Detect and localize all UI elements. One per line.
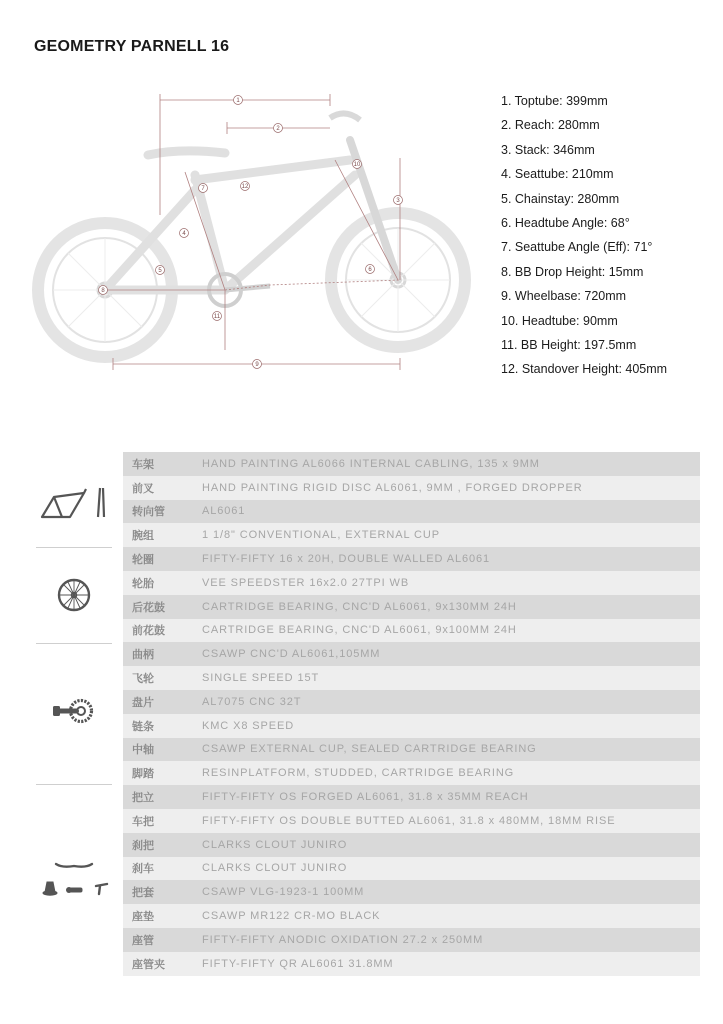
- callout-4: [180, 229, 189, 238]
- callout-12: [241, 182, 250, 191]
- spec-value: 1 1/8" CONVENTIONAL, EXTERNAL CUP: [202, 529, 440, 542]
- spec-row: [123, 690, 700, 714]
- geometry-item: 8. BB Drop Height: 15mm: [501, 264, 644, 279]
- svg-text:7: 7: [201, 186, 205, 192]
- spec-value: CSAWP VLG-1923-1 100MM: [202, 886, 365, 899]
- spec-label: 刹把: [132, 838, 154, 852]
- spec-label: 脚踏: [132, 767, 154, 781]
- spec-value: FIFTY-FIFTY QR AL6061 31.8MM: [202, 957, 394, 970]
- spec-value: CARTRIDGE BEARING, CNC'D AL6061, 9x100MM 24H: [202, 624, 517, 637]
- callout-5: [156, 266, 165, 275]
- geometry-item: 12. Standover Height: 405mm: [501, 362, 668, 377]
- svg-text:11: 11: [213, 314, 221, 320]
- frame-fork-icon: [40, 486, 108, 520]
- spec-value: CSAWP EXTERNAL CUP, SEALED CARTRIDGE BEARING: [202, 743, 537, 756]
- spec-row: [123, 642, 700, 666]
- spec-label: 中轴: [132, 743, 154, 757]
- geometry-item: 4. Seattube: 210mm: [501, 167, 614, 182]
- spec-value: FIFTY-FIFTY 16 x 20H, DOUBLE WALLED AL6061: [202, 553, 491, 566]
- callout-3: [394, 196, 403, 205]
- callout-9: [253, 360, 262, 369]
- spec-label: 转向管: [132, 505, 165, 519]
- page-title: GEOMETRY PARNELL 16: [34, 38, 230, 55]
- geometry-list: [501, 89, 667, 382]
- spec-row: [123, 904, 700, 928]
- separator: [36, 643, 112, 644]
- svg-text:9: 9: [255, 362, 259, 368]
- spec-row: [123, 809, 700, 833]
- spec-label: 把套: [132, 886, 154, 900]
- geometry-item: 5. Chainstay: 280mm: [501, 191, 620, 206]
- geometry-item: 2. Reach: 280mm: [501, 118, 600, 133]
- spec-value: FIFTY-FIFTY OS DOUBLE BUTTED AL6061, 31.8 x 480MM, 18MM RISE: [202, 814, 616, 827]
- spec-label: 腕组: [132, 529, 154, 543]
- spec-row: [123, 619, 700, 643]
- spec-label: 前花鼓: [132, 624, 165, 638]
- geometry-item: 6. Headtube Angle: 68°: [501, 215, 630, 230]
- spec-table: [123, 452, 700, 976]
- spec-row: [123, 738, 700, 762]
- spec-row: [123, 928, 700, 952]
- spec-row: [123, 714, 700, 738]
- svg-text:2: 2: [276, 126, 280, 132]
- svg-text:1: 1: [236, 98, 240, 104]
- callout-6: [366, 265, 375, 274]
- spec-value: HAND PAINTING RIGID DISC AL6061, 9MM , FORGED DROPPER: [202, 481, 583, 494]
- svg-text:3: 3: [396, 198, 400, 204]
- bike-illustration: [38, 113, 465, 357]
- geometry-item: 10. Headtube: 90mm: [501, 313, 618, 328]
- spec-value: CARTRIDGE BEARING, CNC'D AL6061, 9x130MM 24H: [202, 600, 517, 613]
- spec-label: 曲柄: [132, 648, 154, 662]
- spec-row: [123, 833, 700, 857]
- spec-label: 轮胎: [132, 576, 154, 590]
- spec-value: AL6061: [202, 505, 246, 518]
- spec-value: SINGLE SPEED 15T: [202, 672, 320, 685]
- spec-row: [123, 595, 700, 619]
- spec-row: [123, 952, 700, 976]
- spec-value: KMC X8 SPEED: [202, 719, 295, 732]
- spec-row: [123, 785, 700, 809]
- spec-value: AL7075 CNC 32T: [202, 695, 302, 708]
- spec-row: [123, 857, 700, 881]
- spec-row: [123, 500, 700, 524]
- spec-label: 座垫: [132, 910, 154, 924]
- svg-text:5: 5: [158, 268, 162, 274]
- spec-row: [123, 880, 700, 904]
- spec-label: 车把: [132, 814, 154, 828]
- separator: [36, 784, 112, 785]
- spec-value: HAND PAINTING AL6066 INTERNAL CABLING, 135 x 9MM: [202, 457, 540, 470]
- callout-2: [274, 124, 283, 133]
- geometry-item: 11. BB Height: 197.5mm: [501, 337, 637, 352]
- separator: [36, 547, 112, 548]
- spec-row: [123, 571, 700, 595]
- spec-label: 盘片: [132, 695, 154, 709]
- spec-row: [123, 547, 700, 571]
- spec-label: 飞轮: [132, 672, 154, 686]
- spec-label: 后花鼓: [132, 600, 165, 614]
- svg-text:6: 6: [368, 267, 372, 273]
- spec-value: VEE SPEEDSTER 16x2.0 27TPI WB: [202, 576, 410, 589]
- spec-label: 座管: [132, 933, 154, 947]
- spec-value: CLARKS CLOUT JUNIRO: [202, 838, 348, 851]
- callout-1: [234, 96, 243, 105]
- wheel-icon: [57, 578, 91, 612]
- spec-row: [123, 523, 700, 547]
- svg-text:4: 4: [182, 231, 186, 237]
- spec-value: CSAWP CNC'D AL6061,105MM: [202, 648, 381, 661]
- callout-8: [99, 286, 108, 295]
- callout-10: [353, 160, 362, 169]
- spec-row: [123, 761, 700, 785]
- spec-label: 车架: [132, 457, 154, 471]
- callout-7: [199, 184, 208, 193]
- svg-text:10: 10: [353, 162, 361, 168]
- spec-value: FIFTY-FIFTY OS FORGED AL6061, 31.8 x 35MM REACH: [202, 791, 529, 804]
- geometry-item: 3. Stack: 346mm: [501, 142, 595, 157]
- spec-label: 轮圈: [132, 553, 154, 567]
- callout-11: [213, 312, 222, 321]
- geometry-item: 9. Wheelbase: 720mm: [501, 289, 627, 304]
- cockpit-parts-icon: [40, 856, 112, 898]
- spec-row: [123, 452, 700, 476]
- spec-label: 刹车: [132, 862, 154, 876]
- spec-value: CSAWP MR122 CR-MO BLACK: [202, 910, 381, 923]
- spec-value: FIFTY-FIFTY ANODIC OXIDATION 27.2 x 250MM: [202, 933, 484, 946]
- spec-label: 把立: [132, 791, 154, 805]
- spec-value: CLARKS CLOUT JUNIRO: [202, 862, 348, 875]
- spec-label: 座管夹: [132, 957, 165, 971]
- spec-label: 链条: [132, 719, 154, 733]
- spec-row: [123, 476, 700, 500]
- svg-text:12: 12: [241, 184, 249, 190]
- geometry-item: 1. Toptube: 399mm: [501, 94, 608, 108]
- geometry-diagram: [30, 80, 480, 380]
- spec-value: RESINPLATFORM, STUDDED, CARTRIDGE BEARING: [202, 767, 515, 780]
- svg-text:8: 8: [101, 288, 105, 294]
- crankset-icon: [52, 697, 94, 725]
- geometry-item: 7. Seattube Angle (Eff): 71°: [501, 240, 653, 255]
- spec-row: [123, 666, 700, 690]
- spec-label: 前叉: [132, 481, 154, 495]
